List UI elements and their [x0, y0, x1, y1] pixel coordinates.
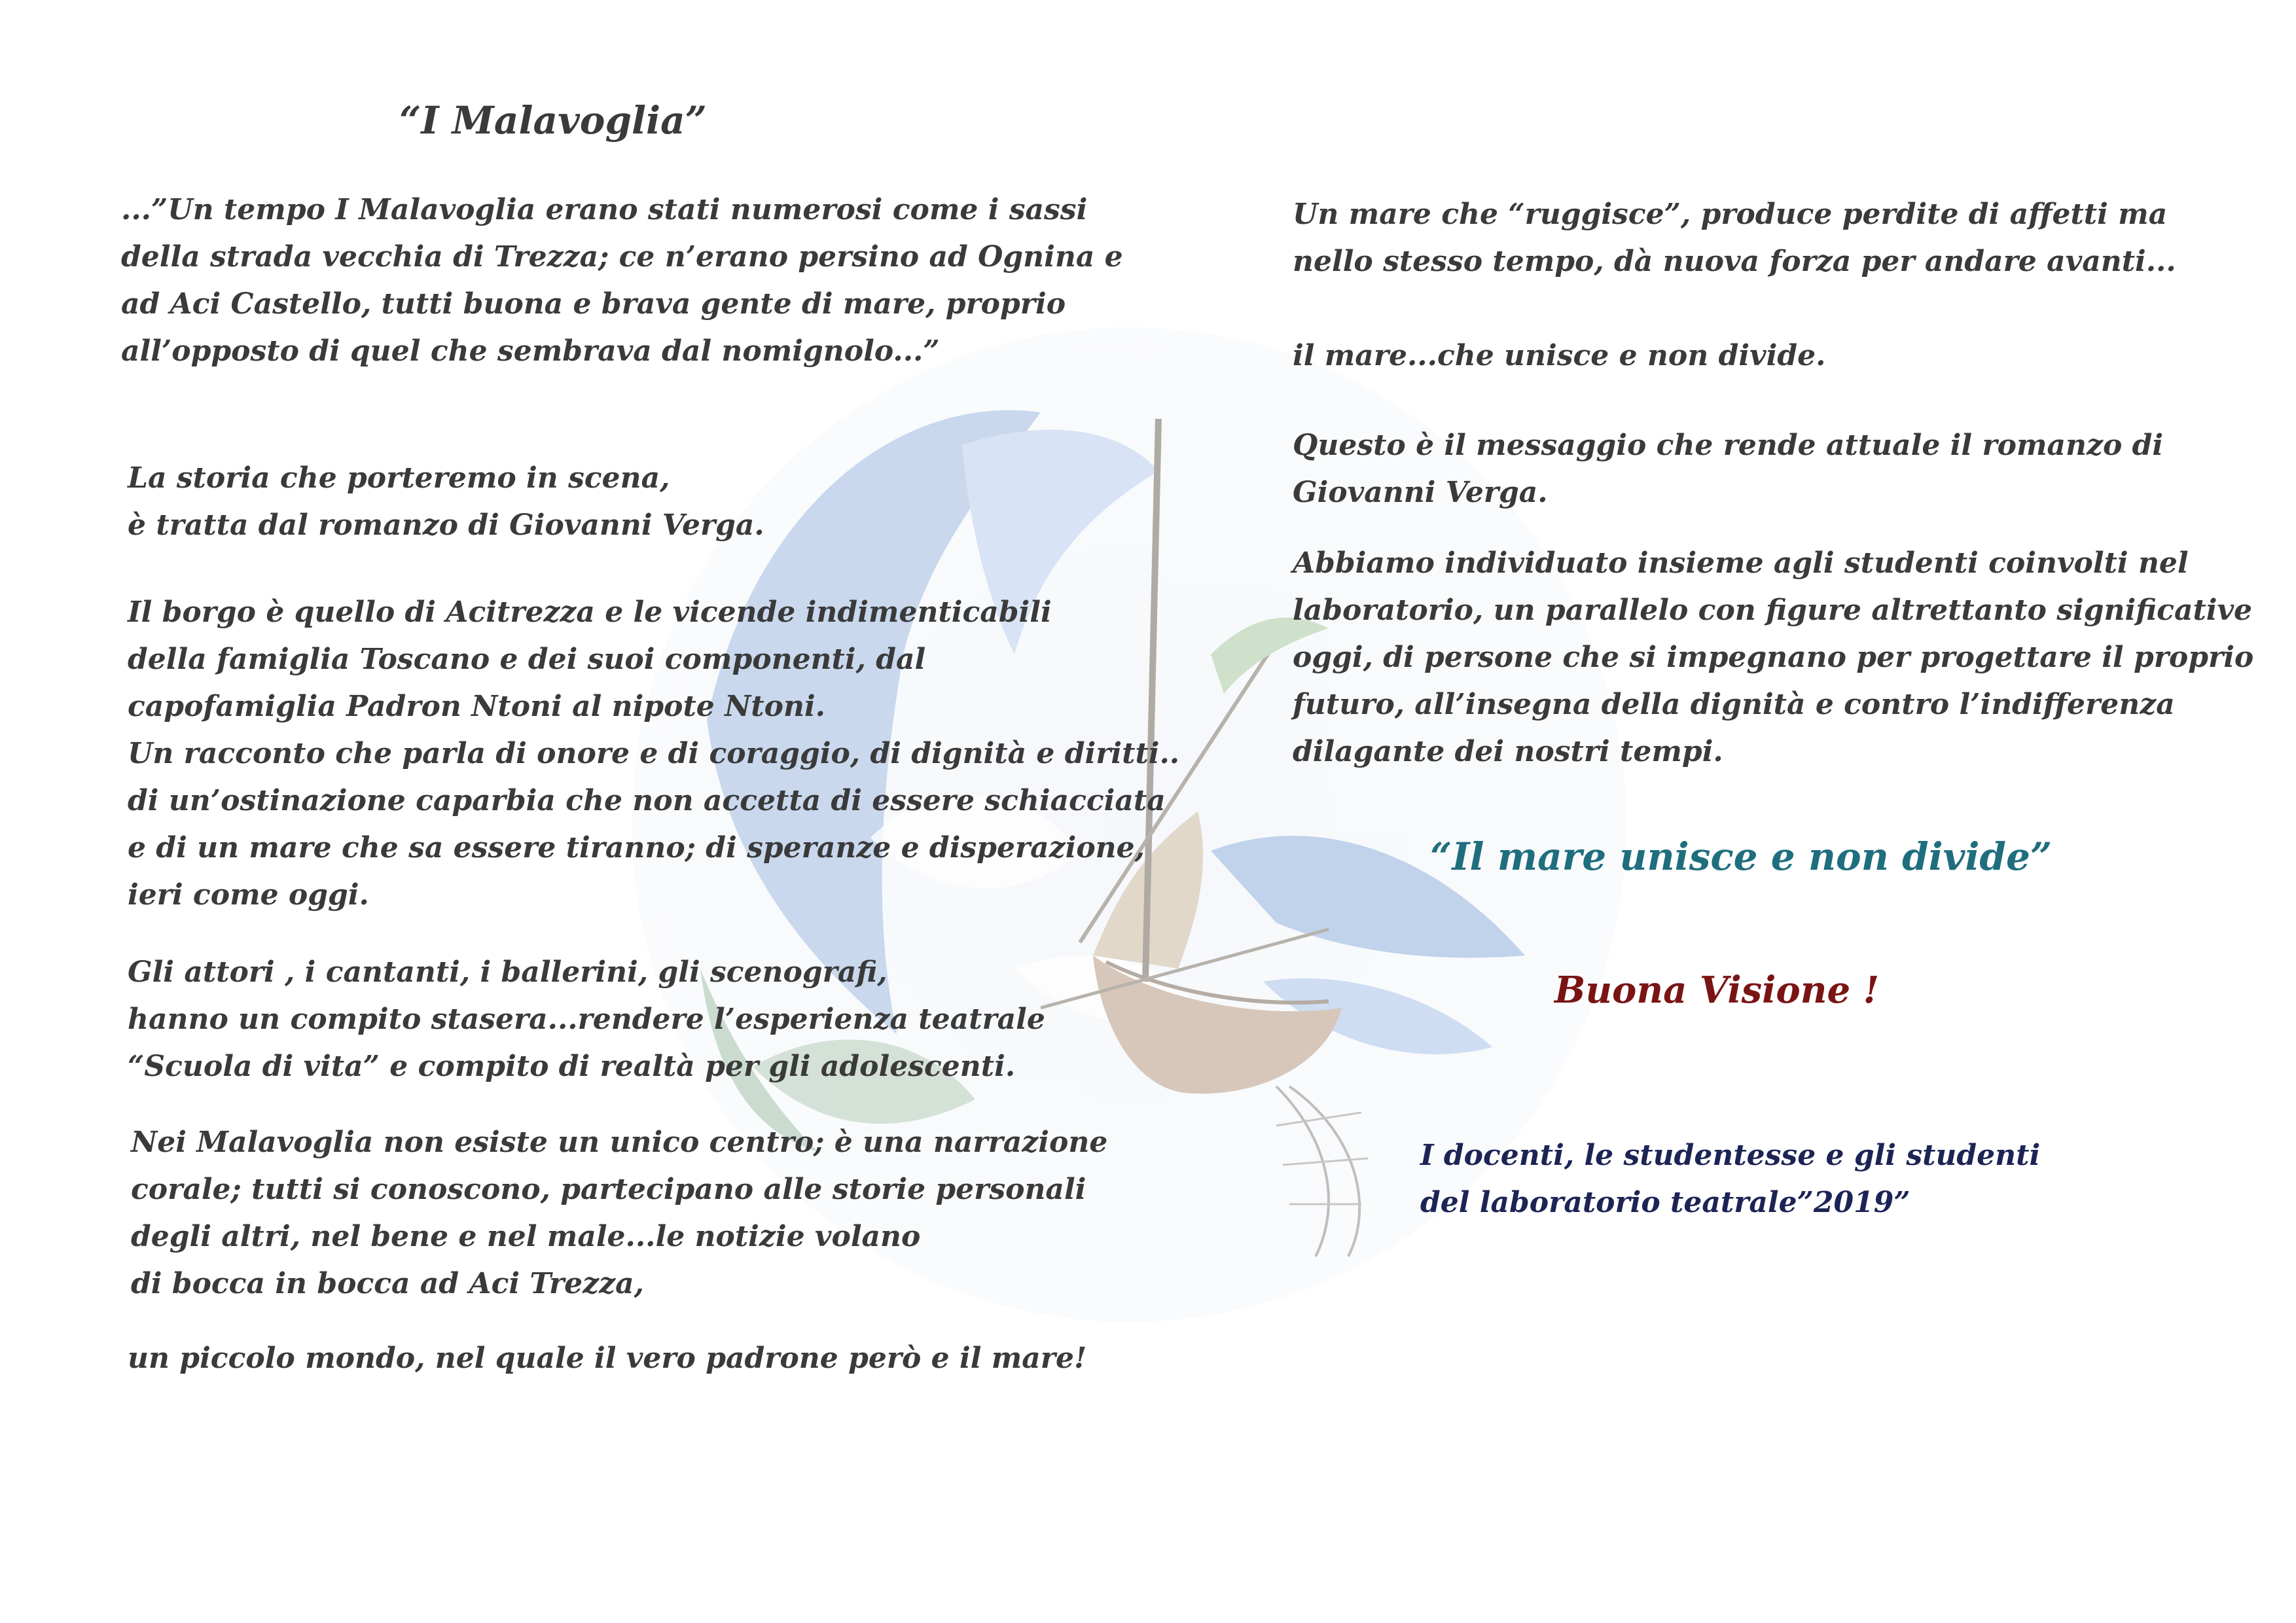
text-line: ad Aci Castello, tutti buona e brava gente di mare, proprio: [121, 287, 1066, 321]
signature-line: I docenti, le studentesse e gli studenti: [1420, 1139, 2041, 1172]
opening-quote: [121, 187, 1123, 375]
world-line: [128, 1335, 1086, 1382]
text-line: Nei Malavoglia non esiste un unico centro; è una narrazione: [131, 1126, 1108, 1159]
text-line: Un mare che “ruggisce”, produce perdite di affetti ma: [1293, 198, 2168, 231]
text-line: ieri come oggi.: [128, 878, 369, 912]
signature-line: del laboratorio teatrale”2019”: [1420, 1186, 1910, 1219]
borgo-paragraph: [128, 589, 1179, 919]
text-line: oggi, di persone che si impegnano per progettare il proprio: [1293, 641, 2254, 674]
text-line: della famiglia Toscano e dei suoi componenti, dal: [128, 643, 926, 676]
greeting: Buona Visione !: [1554, 969, 1880, 1012]
text-line: e di un mare che sa essere tiranno; di speranze e disperazione,: [128, 831, 1145, 865]
text-line: ...”Un tempo I Malavoglia erano stati numerosi come i sassi: [121, 193, 1088, 226]
text-line: “Scuola di vita” e compito di realtà per gli adolescenti.: [128, 1050, 1016, 1083]
text-line: nello stesso tempo, dà nuova forza per andare avanti...: [1293, 245, 2176, 278]
text-line: di bocca in bocca ad Aci Trezza,: [131, 1267, 644, 1300]
message-paragraph: [1293, 422, 2163, 516]
story-paragraph: [128, 455, 764, 549]
sea-paragraph: [1293, 191, 2176, 285]
text-line: degli altri, nel bene e nel male...le notizie volano: [131, 1220, 921, 1253]
text-line: dilagante dei nostri tempi.: [1293, 735, 1723, 768]
actors-paragraph: [128, 949, 1045, 1090]
text-line: Abbiamo individuato insieme agli studenti coinvolti nel: [1293, 546, 2189, 580]
text-line: è tratta dal romanzo di Giovanni Verga.: [128, 508, 764, 542]
unites-line: [1293, 332, 1825, 380]
text-line: futuro, all’insegna della dignità e contro l’indifferenza: [1293, 688, 2175, 721]
text-line: Gli attori , i cantanti, i ballerini, gli scenografi,: [128, 955, 888, 989]
signature: [1420, 1132, 2040, 1226]
text-line: della strada vecchia di Trezza; ce n’erano persino ad Ognina e: [121, 240, 1123, 274]
motto: “Il mare unisce e non divide”: [1430, 834, 2053, 879]
text-line: di un’ostinazione caparbia che non accetta di essere schiacciata: [128, 784, 1166, 817]
text-line: capofamiglia Padron Ntoni al nipote Ntoni.: [128, 690, 825, 723]
text-line: Un racconto che parla di onore e di coraggio, di dignità e diritti..: [128, 737, 1180, 770]
text-line: Il borgo è quello di Acitrezza e le vicende indimenticabili: [128, 596, 1052, 629]
text-line: Questo è il messaggio che rende attuale il romanzo di: [1293, 429, 2164, 462]
text-line: Giovanni Verga.: [1293, 476, 1548, 509]
text-line: laboratorio, un parallelo con figure altrettanto significative: [1293, 594, 2253, 627]
text-line: hanno un compito stasera...rendere l’esperienza teatrale: [128, 1003, 1045, 1036]
page-title: “I Malavoglia”: [399, 98, 708, 143]
text-line: La storia che porteremo in scena,: [128, 461, 670, 495]
text-line: corale; tutti si conoscono, partecipano alle storie personali: [131, 1173, 1086, 1206]
text-line: all’opposto di quel che sembrava dal nomignolo...”: [121, 334, 940, 368]
text-line: il mare...che unisce e non divide.: [1293, 339, 1826, 372]
text-line: un piccolo mondo, nel quale il vero padrone però e il mare!: [128, 1342, 1087, 1375]
chorus-paragraph: [131, 1119, 1107, 1308]
students-paragraph: [1293, 540, 2253, 776]
